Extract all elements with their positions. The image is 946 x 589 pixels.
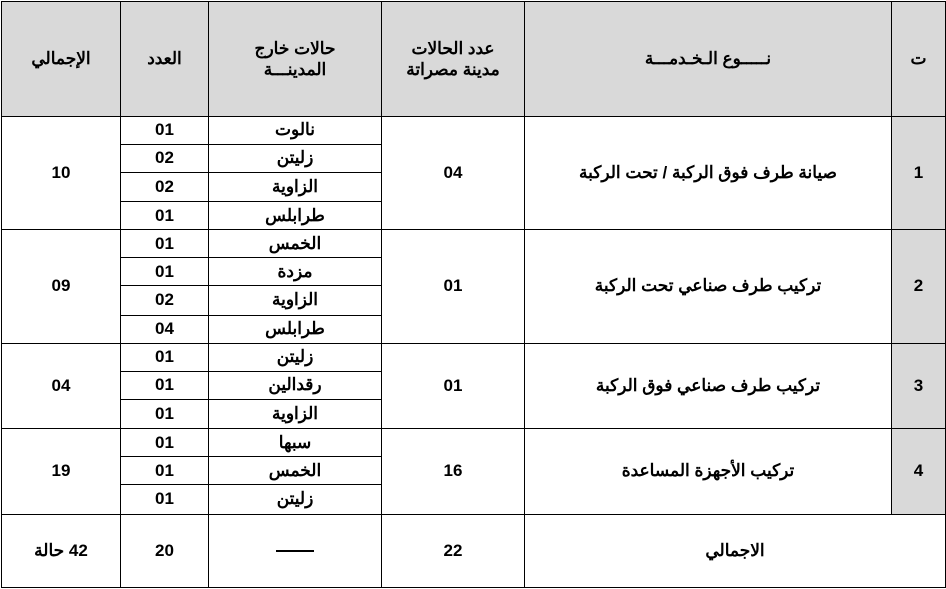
summary-label: الاجمالي [525, 514, 946, 587]
table-row [2, 429, 946, 457]
city-count: 01 [121, 399, 209, 428]
city-name: مزدة [209, 258, 382, 286]
city-count: 01 [121, 230, 209, 258]
city-count: 01 [121, 202, 209, 230]
summary-count: 20 [121, 514, 209, 587]
header-index: ت [892, 2, 946, 117]
header-misrata-cases-text: عدد الحالات مدينة مصراتة [406, 38, 500, 79]
city-name: الزاوية [209, 172, 382, 201]
city-count: 01 [121, 371, 209, 399]
city-name: رقدالين [209, 371, 382, 399]
row-total: 19 [2, 429, 121, 514]
row-index: 1 [892, 116, 946, 230]
summary-total: 42 حالة [2, 514, 121, 587]
city-count: 01 [121, 485, 209, 514]
services-table [1, 1, 946, 588]
city-name: الخمس [209, 230, 382, 258]
city-count: 01 [121, 116, 209, 144]
service-name: تركيب طرف صناعي فوق الركبة [525, 343, 892, 428]
city-name: الخمس [209, 457, 382, 485]
summary-misrata: 22 [382, 514, 525, 587]
city-name: زليتن [209, 343, 382, 371]
service-name: تركيب الأجهزة المساعدة [525, 429, 892, 514]
city-name: زليتن [209, 144, 382, 172]
city-name: طرابلس [209, 315, 382, 343]
misrata-count: 16 [382, 429, 525, 514]
city-count: 02 [121, 286, 209, 315]
header-count: العدد [121, 2, 209, 117]
row-index: 2 [892, 230, 946, 344]
header-outside-cases [209, 2, 382, 117]
city-name: الزاوية [209, 399, 382, 428]
row-index: 3 [892, 343, 946, 428]
city-count: 02 [121, 144, 209, 172]
header-outside-cases-text: حالات خارج المدينـــة [254, 38, 336, 79]
misrata-count: 01 [382, 230, 525, 344]
table-row [2, 116, 946, 144]
service-name: صيانة طرف فوق الركبة / تحت الركبة [525, 116, 892, 230]
city-count: 02 [121, 172, 209, 201]
row-total: 09 [2, 230, 121, 344]
summary-outside [209, 514, 382, 587]
row-total: 10 [2, 116, 121, 230]
service-name: تركيب طرف صناعي تحت الركبة [525, 230, 892, 344]
row-index: 4 [892, 429, 946, 514]
misrata-count: 04 [382, 116, 525, 230]
empty-dash [276, 550, 314, 552]
table-row [2, 230, 946, 258]
city-count: 01 [121, 343, 209, 371]
summary-row [2, 514, 946, 587]
city-count: 01 [121, 457, 209, 485]
city-name: طرابلس [209, 202, 382, 230]
city-count: 01 [121, 258, 209, 286]
header-service-type: نـــــوع الـخـدمـــة [525, 2, 892, 117]
header-misrata-cases [382, 2, 525, 117]
city-count: 01 [121, 429, 209, 457]
city-name: سبها [209, 429, 382, 457]
city-name: زليتن [209, 485, 382, 514]
header-total: الإجمالي [2, 2, 121, 117]
city-name: نالوت [209, 116, 382, 144]
misrata-count: 01 [382, 343, 525, 428]
city-name: الزاوية [209, 286, 382, 315]
header-row [2, 2, 946, 117]
city-count: 04 [121, 315, 209, 343]
table-row [2, 343, 946, 371]
row-total: 04 [2, 343, 121, 428]
